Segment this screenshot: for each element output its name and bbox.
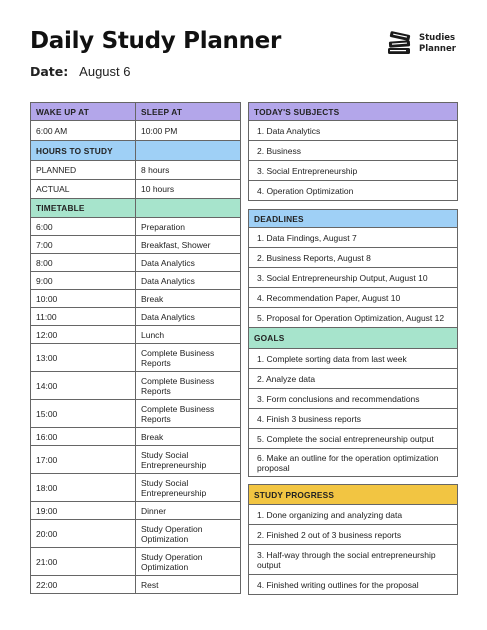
- deadline-item-text: 3. Social Entrepreneurship Output, August 10: [257, 272, 428, 283]
- deadline-item-text: 5. Proposal for Operation Optimization, August 12: [257, 312, 445, 323]
- goal-item: [248, 429, 458, 449]
- wake-sleep-row: [30, 121, 241, 141]
- subject-item-text: 3. Social Entrepreneurship: [257, 165, 358, 176]
- timetable-row: [30, 428, 241, 446]
- timetable-time: 11:00: [31, 308, 136, 325]
- timetable-row: [30, 218, 241, 236]
- timetable-row: [30, 272, 241, 290]
- deadlines-header-row: [248, 209, 458, 228]
- deadline-item-text: 2. Business Reports, August 8: [257, 252, 371, 263]
- timetable-time: 16:00: [31, 428, 136, 445]
- timetable-time: 12:00: [31, 326, 136, 343]
- timetable-activity: Complete Business Reports: [141, 347, 215, 368]
- progress-header-row: [248, 484, 458, 505]
- progress-item: [248, 545, 458, 575]
- subject-item-text: 2. Business: [257, 145, 301, 156]
- timetable-row: [30, 548, 241, 576]
- timetable-activity: Dinner: [141, 505, 167, 516]
- timetable-activity: Break: [141, 293, 164, 304]
- timetable-activity: Breakfast, Shower: [141, 239, 211, 250]
- goal-item: [248, 349, 458, 369]
- right-column: [248, 102, 458, 595]
- timetable-time: 20:00: [31, 520, 136, 547]
- progress-item-text: 2. Finished 2 out of 3 business reports: [257, 529, 402, 540]
- progress-item-text: 3. Half-way through the social entrepreneurship output: [257, 549, 436, 570]
- timetable-activity: Study Operation Optimization: [141, 523, 203, 544]
- books-icon: [386, 30, 413, 57]
- actual-label: ACTUAL: [31, 180, 136, 198]
- planned-label: PLANNED: [31, 161, 136, 179]
- deadlines-list: [248, 228, 458, 328]
- progress-item-text: 1. Done organizing and analyzing data: [257, 509, 403, 520]
- timetable-activity: Study Operation Optimization: [141, 551, 203, 572]
- timetable-time: 15:00: [31, 400, 136, 427]
- timetable-time: 13:00: [31, 344, 136, 371]
- deadline-item: [248, 248, 458, 268]
- deadlines-header: DEADLINES: [254, 213, 304, 224]
- hours-header: HOURS TO STUDY: [31, 141, 136, 160]
- wake-sleep-header: [30, 102, 241, 121]
- timetable-row: [30, 344, 241, 372]
- goals-header: GOALS: [254, 333, 285, 343]
- timetable-time: 19:00: [31, 502, 136, 519]
- timetable-time: 9:00: [31, 272, 136, 289]
- timetable-time: 8:00: [31, 254, 136, 271]
- subjects-list: [248, 121, 458, 201]
- wake-up-header: WAKE UP AT: [31, 103, 136, 120]
- subject-item-text: 1. Data Analytics: [257, 125, 321, 136]
- date-line: [30, 64, 131, 79]
- timetable-activity: Rest: [141, 579, 159, 590]
- goal-item-text: 6. Make an outline for the operation optimization proposal: [257, 452, 439, 473]
- subject-item: [248, 181, 458, 201]
- timetable-time: 14:00: [31, 372, 136, 399]
- hours-actual-row: [30, 180, 241, 199]
- goal-item-text: 4. Finish 3 business reports: [257, 413, 361, 424]
- brand-logo: [386, 30, 456, 57]
- timetable-row: [30, 236, 241, 254]
- timetable-header: TIMETABLE: [31, 199, 136, 217]
- brand-line-2: Planner: [419, 43, 456, 54]
- timetable-activity: Data Analytics: [141, 311, 195, 322]
- actual-value: 10 hours: [141, 184, 175, 194]
- goal-item: [248, 409, 458, 429]
- goal-item-text: 3. Form conclusions and recommendations: [257, 393, 420, 404]
- deadline-item: [248, 288, 458, 308]
- timetable-time: 6:00: [31, 218, 136, 235]
- timetable-time: 22:00: [31, 576, 136, 593]
- deadline-item: [248, 308, 458, 328]
- brand-line-1: Studies: [419, 32, 456, 43]
- planned-value: 8 hours: [141, 165, 170, 175]
- date-value: August 6: [79, 64, 131, 79]
- timetable-activity: Lunch: [141, 329, 165, 340]
- timetable-activity: Preparation: [141, 221, 185, 232]
- timetable-row: [30, 326, 241, 344]
- goal-item: [248, 449, 458, 477]
- timetable-activity: Data Analytics: [141, 275, 195, 286]
- timetable-row: [30, 290, 241, 308]
- goal-item: [248, 369, 458, 389]
- progress-item-text: 4. Finished writing outlines for the proposal: [257, 579, 419, 590]
- timetable-activity: Data Analytics: [141, 257, 195, 268]
- timetable-row: [30, 474, 241, 502]
- timetable-time: 21:00: [31, 548, 136, 575]
- progress-item: [248, 575, 458, 595]
- timetable-row: [30, 446, 241, 474]
- goals-list: [248, 349, 458, 477]
- subject-item: [248, 121, 458, 141]
- left-column: [30, 102, 241, 594]
- timetable-activity: Complete Business Reports: [141, 375, 215, 396]
- deadline-item: [248, 228, 458, 248]
- subject-item: [248, 161, 458, 181]
- timetable-row: [30, 502, 241, 520]
- timetable-activity: Break: [141, 431, 164, 442]
- sleep-value: 10:00 PM: [141, 125, 178, 136]
- timetable-row: [30, 400, 241, 428]
- timetable-activity: Complete Business Reports: [141, 403, 215, 424]
- timetable-row: [30, 520, 241, 548]
- hours-header-row: [30, 141, 241, 161]
- timetable-time: 10:00: [31, 290, 136, 307]
- timetable-row: [30, 372, 241, 400]
- subjects-header-row: [248, 102, 458, 121]
- page-title: Daily Study Planner: [30, 28, 282, 54]
- timetable-rows: [30, 218, 241, 594]
- subjects-header: TODAY'S SUBJECTS: [254, 106, 340, 117]
- timetable-time: 7:00: [31, 236, 136, 253]
- subject-item: [248, 141, 458, 161]
- timetable-header-row: [30, 199, 241, 218]
- date-label: Date:: [30, 64, 69, 79]
- progress-item: [248, 505, 458, 525]
- deadline-item-text: 4. Recommendation Paper, August 10: [257, 292, 401, 303]
- deadline-item-text: 1. Data Findings, August 7: [257, 232, 357, 243]
- timetable-row: [30, 576, 241, 594]
- goal-item-text: 5. Complete the social entrepreneurship output: [257, 433, 434, 444]
- goals-header-row: [248, 328, 458, 349]
- timetable-time: 18:00: [31, 474, 136, 501]
- wake-up-value: 6:00 AM: [31, 121, 136, 140]
- goal-item: [248, 389, 458, 409]
- progress-header: STUDY PROGRESS: [254, 489, 335, 500]
- timetable-activity: Study Social Entrepreneurship: [141, 477, 207, 498]
- timetable-time: 17:00: [31, 446, 136, 473]
- subject-item-text: 4. Operation Optimization: [257, 185, 354, 196]
- timetable-row: [30, 254, 241, 272]
- hours-planned-row: [30, 161, 241, 180]
- timetable-activity: Study Social Entrepreneurship: [141, 449, 207, 470]
- progress-list: [248, 505, 458, 595]
- goal-item-text: 1. Complete sorting data from last week: [257, 353, 407, 364]
- goal-item-text: 2. Analyze data: [257, 373, 316, 384]
- sleep-header: SLEEP AT: [141, 106, 183, 117]
- timetable-row: [30, 308, 241, 326]
- progress-item: [248, 525, 458, 545]
- deadline-item: [248, 268, 458, 288]
